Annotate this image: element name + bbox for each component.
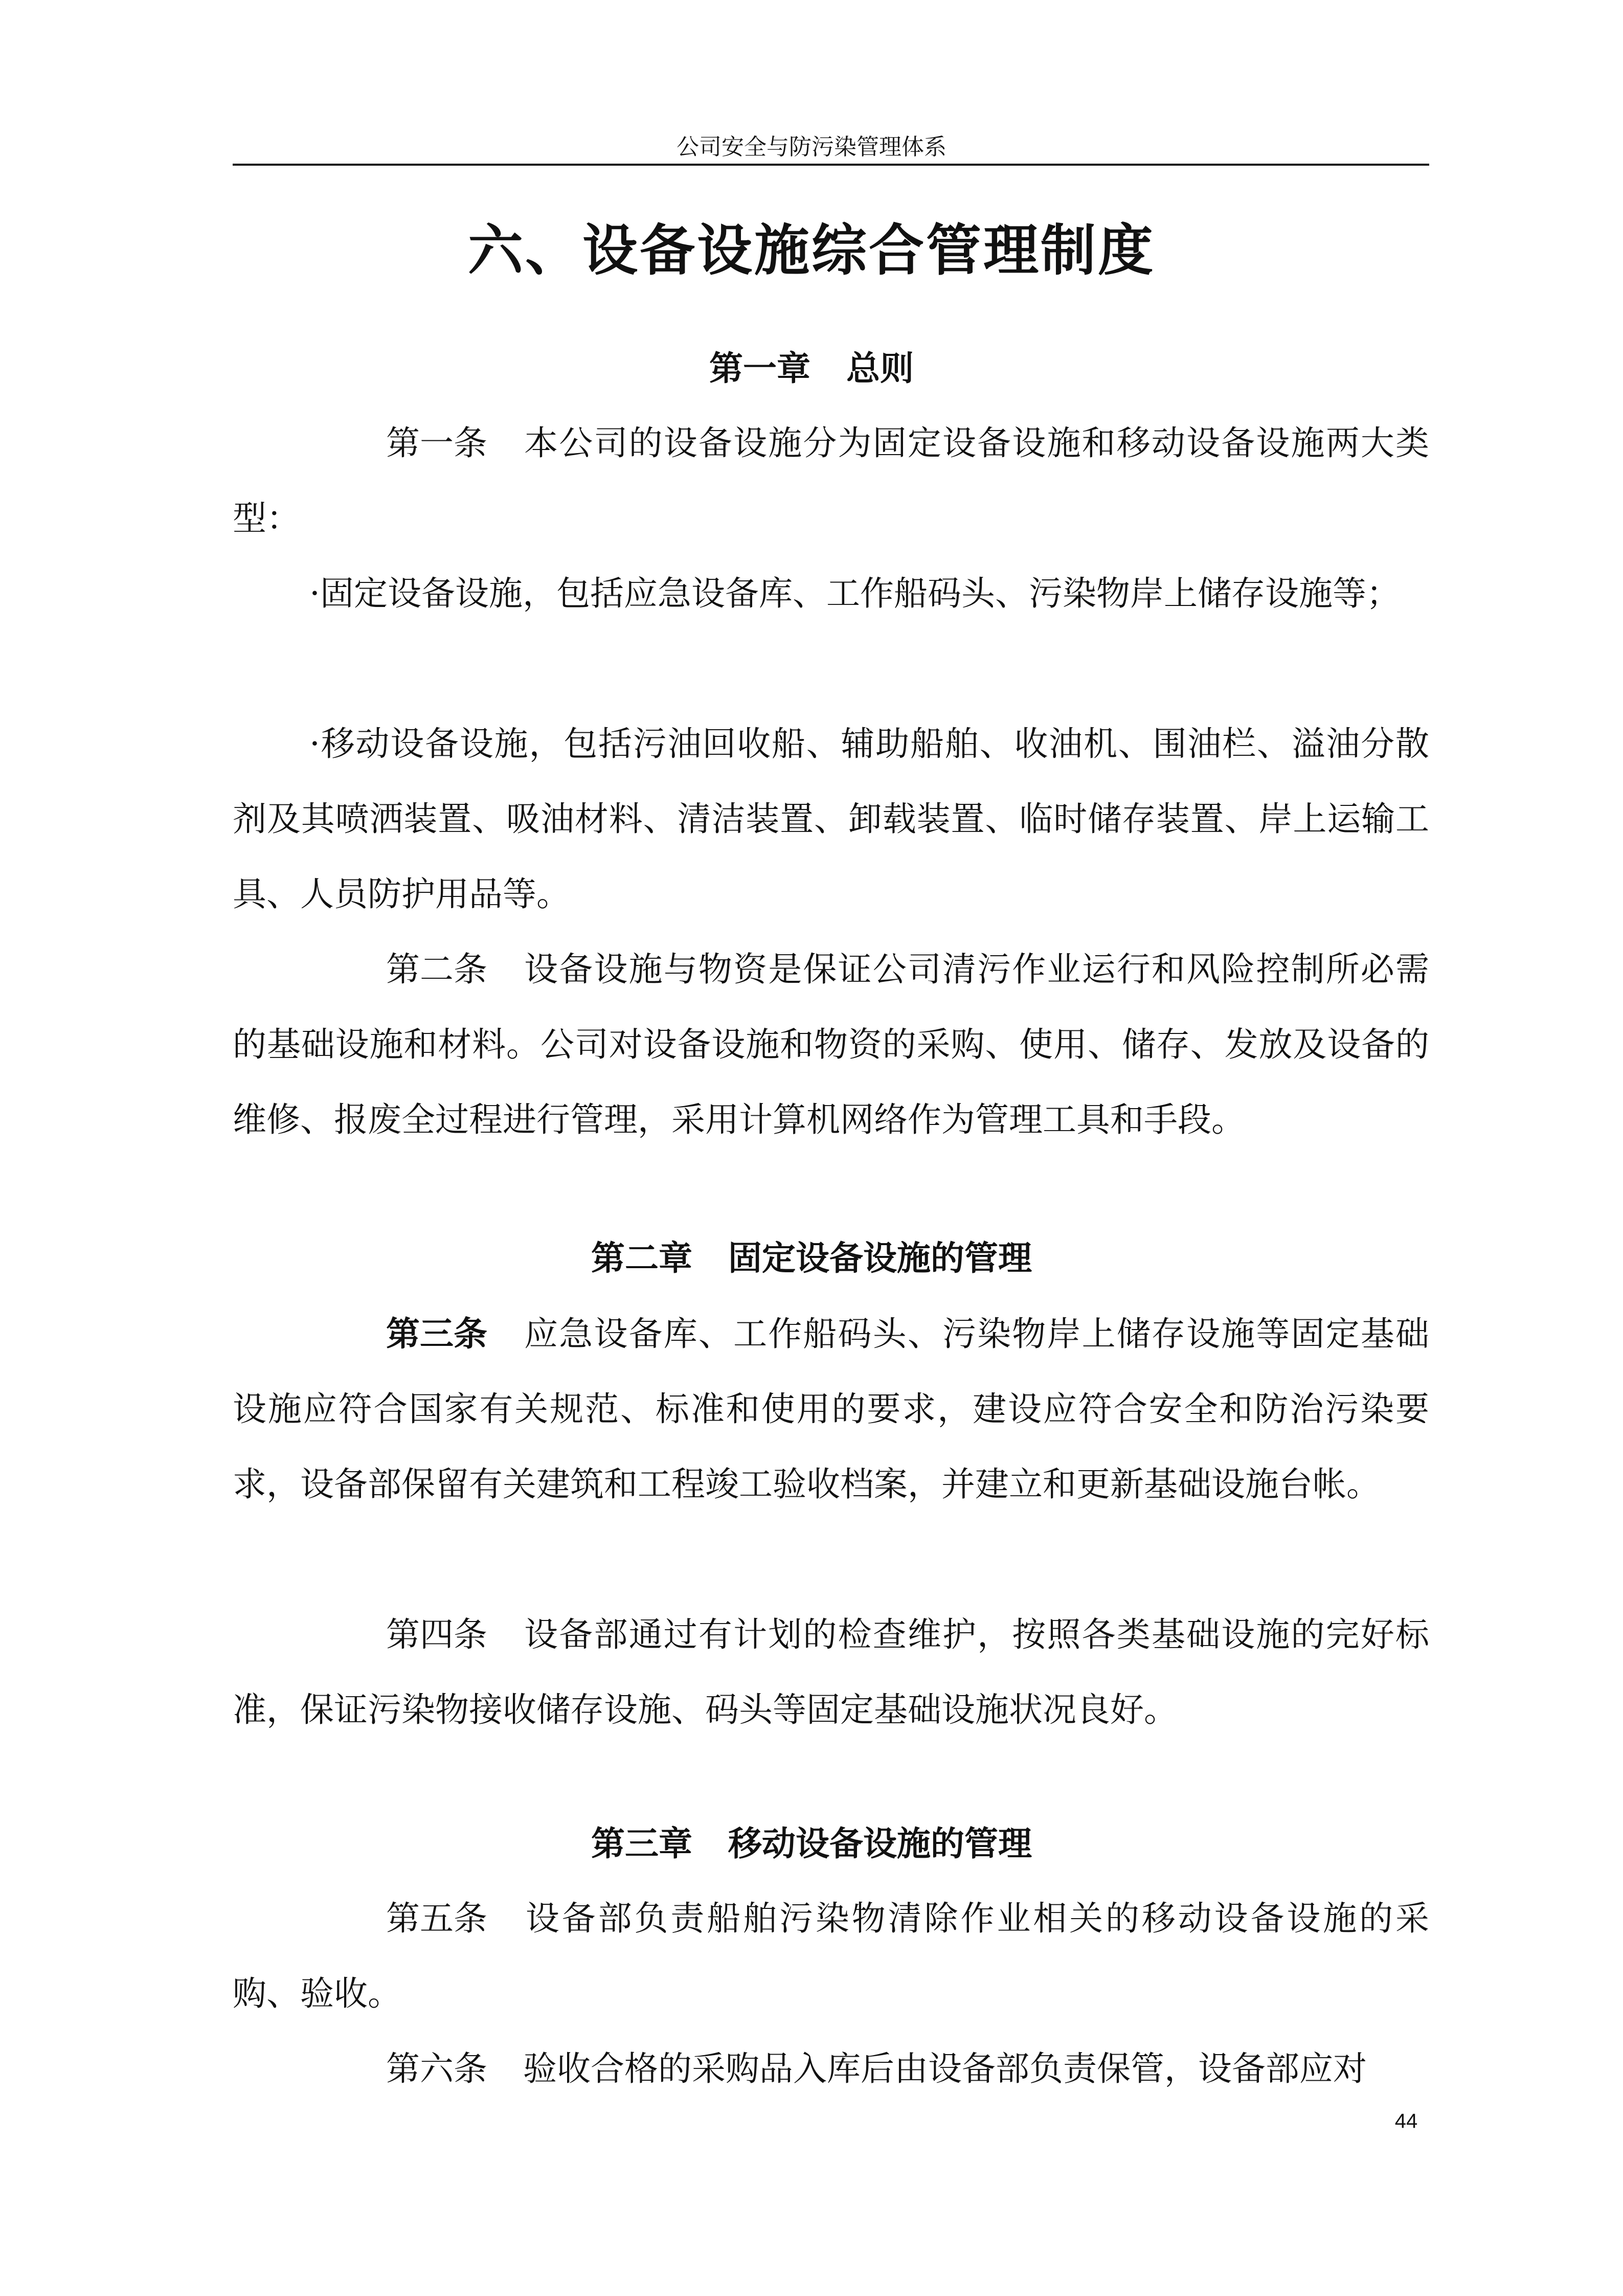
bullet-mobile-equipment-text: ·移动设备设施，包括污油回收船、辅助船舶、收油机、围油栏、溢油分散剂及其喷洒装置、吸油材料、清洁装置、卸载装置、临时储存装置、岸上运输工具、人员防护用品等。 [233, 724, 1429, 914]
article-6-label: 第六条 [386, 2049, 487, 2088]
header-rule [233, 164, 1429, 166]
bullet-mobile-equipment [233, 706, 1429, 932]
article-4-text: 设备部通过有计划的检查维护，按照各类基础设施的完好标准，保证污染物接收储存设施、码头等固定基础设施状况良好。 [233, 1615, 1429, 1729]
chapter-3-name: 移动设备设施的管理 [728, 1824, 1032, 1863]
article-6 [233, 2031, 1429, 2106]
article-5-text: 设备部负责船舶污染物清除作业相关的移动设备设施的采购、验收。 [233, 1899, 1429, 2013]
bullet-fixed-equipment-text: ·固定设备设施，包括应急设备库、工作船码头、污染物岸上储存设施等； [309, 574, 1400, 613]
article-6-text: 验收合格的采购品入库后由设备部负责保管，设备部应对 [523, 2049, 1367, 2088]
article-3-label: 第三条 [386, 1314, 487, 1354]
article-1-label: 第一条 [386, 423, 487, 463]
chapter-2-number: 第二章 [591, 1238, 692, 1278]
chapter-2-name: 固定设备设施的管理 [728, 1238, 1032, 1278]
chapter-2-heading [0, 1232, 1623, 1284]
article-2-label: 第二条 [386, 950, 487, 989]
bullet-fixed-equipment [233, 556, 1429, 631]
running-header: 公司安全与防污染管理体系 [677, 134, 946, 160]
article-2 [233, 932, 1429, 1157]
page-number: 44 [1394, 2110, 1418, 2132]
article-5 [233, 1881, 1429, 2031]
article-4 [233, 1597, 1429, 1747]
chapter-3-number: 第三章 [591, 1824, 692, 1863]
document-title: 六、设备设施综合管理制度 [467, 218, 1155, 283]
chapter-1-name: 总则 [846, 348, 914, 388]
chapter-3-heading [0, 1818, 1623, 1869]
article-3 [233, 1296, 1429, 1522]
article-2-text: 设备设施与物资是保证公司清污作业运行和风险控制所必需的基础设施和材料。公司对设备设施和物资的采购、使用、储存、发放及设备的维修、报废全过程进行管理，采用计算机网络作为管理工具和手段。 [233, 950, 1429, 1139]
chapter-1-heading [0, 343, 1623, 394]
article-4-label: 第四条 [386, 1615, 487, 1654]
article-5-label: 第五条 [386, 1899, 487, 1938]
chapter-1-number: 第一章 [709, 348, 810, 388]
article-1-text: 本公司的设备设施分为固定设备设施和移动设备设施两大类型： [233, 423, 1429, 538]
article-3-text: 应急设备库、工作船码头、污染物岸上储存设施等固定基础设施应符合国家有关规范、标准和使用的要求，建设应符合安全和防治污染要求，设备部保留有关建筑和工程竣工验收档案，并建立和更新基础设施台帐。 [233, 1314, 1429, 1504]
article-1 [233, 406, 1429, 556]
